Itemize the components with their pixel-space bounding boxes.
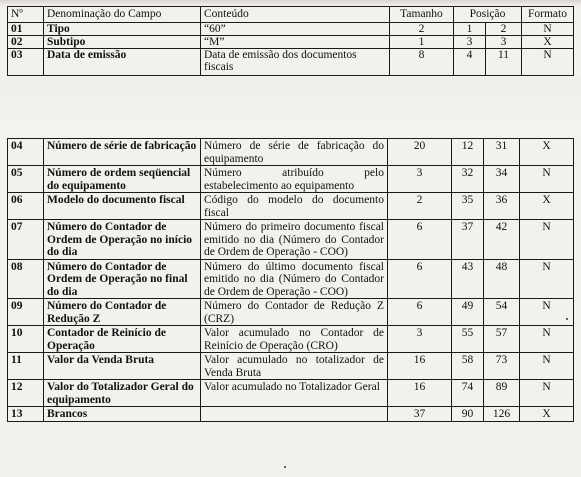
table-row — [8, 407, 574, 422]
field-pos-end: 2 — [486, 23, 522, 36]
table-row — [8, 49, 574, 76]
field-size: 1 — [390, 36, 454, 49]
field-format: N — [520, 259, 574, 299]
field-pos-start: 35 — [452, 193, 484, 220]
field-name: Data de emissão — [44, 49, 201, 76]
field-format: N — [522, 49, 574, 76]
blank-gap — [0, 78, 581, 136]
field-pos-end: 36 — [484, 193, 520, 220]
field-num: 13 — [8, 407, 44, 422]
field-content: “60” — [201, 23, 390, 36]
col-conteudo-header: Conteúdo — [201, 7, 390, 23]
field-content: Número do último documento fiscal emitido no dia (Número do Contador de Ordem de Operação - COO) — [201, 259, 388, 299]
field-content: Número do primeiro documento fiscal emitido no dia (Número do Contador de Ordem de Operação - COO) — [201, 220, 388, 260]
field-pos-start: 55 — [452, 326, 484, 353]
field-format: N — [520, 326, 574, 353]
field-pos-start: 37 — [452, 220, 484, 260]
field-num: 06 — [8, 193, 44, 220]
col-tamanho-header: Tamanho — [390, 7, 454, 23]
field-pos-end: 48 — [484, 259, 520, 299]
field-name: Número de série de fabricação — [44, 139, 201, 166]
table-row — [8, 193, 574, 220]
field-pos-start: 90 — [452, 407, 484, 422]
field-content: Data de emissão dos documentos fiscais — [201, 49, 390, 76]
field-pos-start: 43 — [452, 259, 484, 299]
field-name: Valor da Venda Bruta — [44, 353, 201, 380]
field-name: Subtipo — [44, 36, 201, 49]
field-format: X — [520, 193, 574, 220]
field-size: 6 — [388, 259, 452, 299]
field-content: Código do modelo do documento fiscal — [201, 193, 388, 220]
field-format: N — [522, 23, 574, 36]
table-row — [8, 259, 574, 299]
field-pos-end: 57 — [484, 326, 520, 353]
field-num: 12 — [8, 380, 44, 407]
field-pos-end: 31 — [484, 139, 520, 166]
col-posicao-header: Posição — [454, 7, 522, 23]
field-size: 2 — [388, 193, 452, 220]
field-format: X — [522, 36, 574, 49]
field-name: Número do Contador de Ordem de Operação no final do dia — [44, 259, 201, 299]
field-name: Tipo — [44, 23, 201, 36]
field-pos-start: 4 — [454, 49, 486, 76]
field-size: 6 — [388, 299, 452, 326]
field-content: Número de série de fabricação do equipamento — [201, 139, 388, 166]
field-pos-end: 3 — [486, 36, 522, 49]
field-pos-end: 42 — [484, 220, 520, 260]
field-pos-start: 32 — [452, 166, 484, 193]
field-content: Valor acumulado no Totalizador Geral — [201, 380, 388, 407]
field-pos-end: 34 — [484, 166, 520, 193]
field-content: “M” — [201, 36, 390, 49]
field-name: Brancos — [44, 407, 201, 422]
table-row — [8, 299, 574, 326]
field-size: 3 — [388, 326, 452, 353]
field-format: X — [520, 407, 574, 422]
field-name: Número do Contador de Ordem de Operação no início do dia — [44, 220, 201, 260]
table-row — [8, 23, 574, 36]
field-num: 02 — [8, 36, 44, 49]
field-size: 3 — [388, 166, 452, 193]
col-campo-header: Denominação do Campo — [44, 7, 201, 23]
field-format: N — [520, 299, 574, 326]
detail-table-body — [8, 139, 574, 422]
field-pos-start: 1 — [454, 23, 486, 36]
field-format: N — [520, 220, 574, 260]
header-fields-table — [7, 6, 574, 76]
field-num: 03 — [8, 49, 44, 76]
field-num: 09 — [8, 299, 44, 326]
field-num: 05 — [8, 166, 44, 193]
field-size: 8 — [390, 49, 454, 76]
field-size: 16 — [388, 353, 452, 380]
field-content — [201, 407, 388, 422]
table-row — [8, 36, 574, 49]
field-name: Modelo do documento fiscal — [44, 193, 201, 220]
scan-speck — [566, 318, 568, 320]
table-row — [8, 166, 574, 193]
field-pos-end: 89 — [484, 380, 520, 407]
field-name: Número de ordem seqüencial do equipamento — [44, 166, 201, 193]
field-pos-start: 12 — [452, 139, 484, 166]
field-content: Número atribuído pelo estabelecimento ao equipamento — [201, 166, 388, 193]
field-format: X — [520, 139, 574, 166]
field-num: 07 — [8, 220, 44, 260]
field-content: Valor acumulado no Contador de Reinício de Operação (CRO) — [201, 326, 388, 353]
col-formato-header: Formato — [522, 7, 574, 23]
field-pos-end: 126 — [484, 407, 520, 422]
field-name: Contador de Reinício de Operação — [44, 326, 201, 353]
field-pos-start: 74 — [452, 380, 484, 407]
field-name: Valor do Totalizador Geral do equipamento — [44, 380, 201, 407]
header-row — [8, 7, 574, 23]
field-pos-start: 3 — [454, 36, 486, 49]
field-content: Valor acumulado no totalizador de Venda Bruta — [201, 353, 388, 380]
field-num: 08 — [8, 259, 44, 299]
field-size: 2 — [390, 23, 454, 36]
table-row — [8, 139, 574, 166]
field-format: N — [520, 166, 574, 193]
field-format: N — [520, 380, 574, 407]
field-num: 04 — [8, 139, 44, 166]
field-name: Número do Contador de Redução Z — [44, 299, 201, 326]
field-pos-end: 54 — [484, 299, 520, 326]
detail-fields-table — [7, 138, 574, 422]
field-num: 10 — [8, 326, 44, 353]
table-row — [8, 380, 574, 407]
field-size: 16 — [388, 380, 452, 407]
field-size: 6 — [388, 220, 452, 260]
field-pos-start: 49 — [452, 299, 484, 326]
field-num: 11 — [8, 353, 44, 380]
col-num-header: Nº — [8, 7, 44, 23]
field-size: 20 — [388, 139, 452, 166]
table-row — [8, 220, 574, 260]
field-format: N — [520, 353, 574, 380]
field-pos-start: 58 — [452, 353, 484, 380]
table-row — [8, 353, 574, 380]
field-content: Número do Contador de Redução Z (CRZ) — [201, 299, 388, 326]
field-num: 01 — [8, 23, 44, 36]
field-size: 37 — [388, 407, 452, 422]
scan-speck — [284, 466, 286, 468]
field-pos-end: 73 — [484, 353, 520, 380]
table-row — [8, 326, 574, 353]
field-pos-end: 11 — [486, 49, 522, 76]
